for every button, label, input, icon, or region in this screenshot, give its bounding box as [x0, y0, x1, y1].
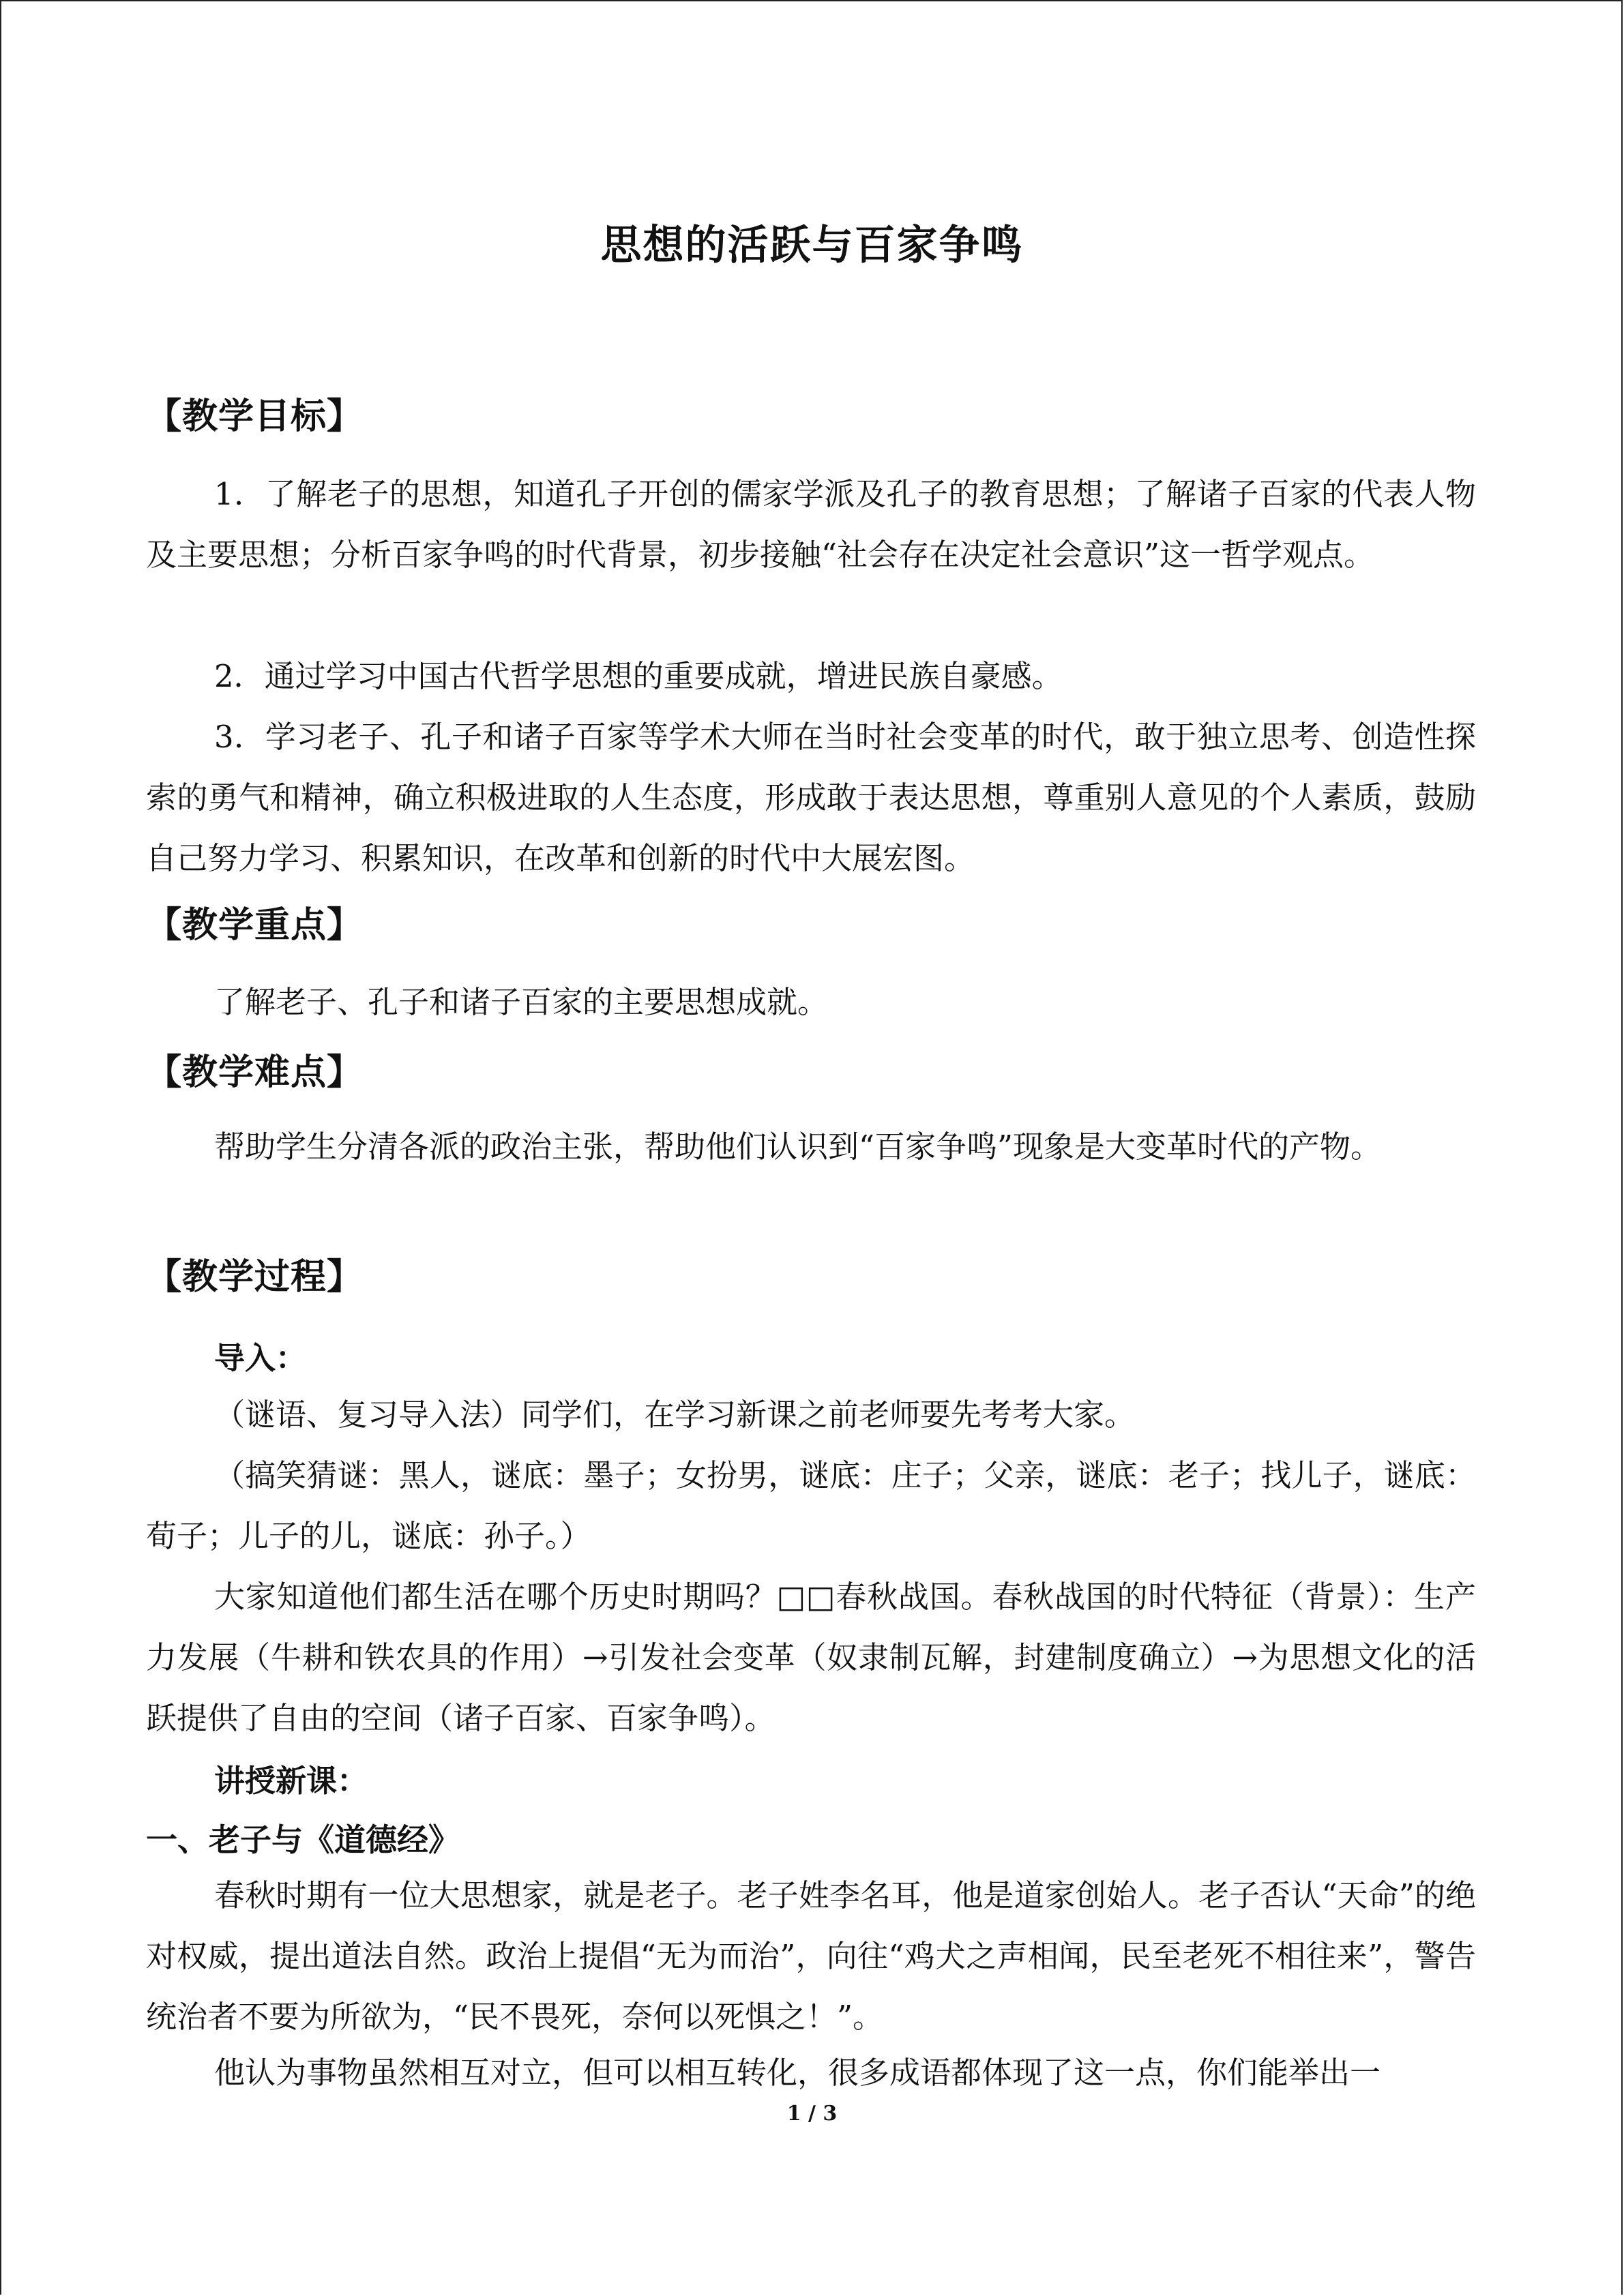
- page-number: 1 / 3: [786, 2102, 838, 2126]
- key-point-text: 了解老子、孔子和诸子百家的主要思想成就。: [214, 984, 829, 1020]
- intro-paragraph-3: 大家知道他们都生活在哪个历史时期吗？□□春秋战国。春秋战国的时代特征（背景）：生产力发展（牛耕和铁农具的作用）→引发社会变革（奴隶制瓦解，封建制度确立）→为思想文化的活跃提供了自由的空间（诸子百家、百家争鸣）。: [146, 1579, 1476, 1736]
- new-lesson-label: 讲授新课：: [214, 1763, 368, 1799]
- section1-title: 一、老子与《道德经》: [146, 1821, 460, 1858]
- objective-1: 1．了解老子的思想，知道孔子开创的儒家学派及孔子的教育思想；了解诸子百家的代表人物及主要思想；分析百家争鸣的时代背景，初步接触“社会存在决定社会意识”这一哲学观点。: [146, 476, 1476, 573]
- section1-paragraph-2: 他认为事物虽然相互对立，但可以相互转化，很多成语都体现了这一点，你们能举出一: [214, 2055, 1381, 2091]
- intro-label: 导入：: [214, 1340, 307, 1376]
- objective-2: 2．通过学习中国古代哲学思想的重要成就，增进民族自豪感。: [214, 658, 1063, 694]
- intro-paragraph-2: （搞笑猜谜：黑人，谜底：墨子；女扮男，谜底：庄子；父亲，谜底：老子；找儿子，谜底：荀子；儿子的儿，谜底：孙子。）: [146, 1457, 1476, 1554]
- intro-paragraph-1: （谜语、复习导入法）同学们，在学习新课之前老师要先考考大家。: [214, 1397, 1136, 1433]
- objective-3: 3．学习老子、孔子和诸子百家等学术大师在当时社会变革的时代，敢于独立思考、创造性探索的勇气和精神，确立积极进取的人生态度，形成敢于表达思想，尊重别人意见的个人素质，鼓励自己努力学习、积累知识，在改革和创新的时代中大展宏图。: [146, 719, 1476, 876]
- section1-paragraph-1: 春秋时期有一位大思想家，就是老子。老子姓李名耳，他是道家创始人。老子否认“天命”的绝对权威，提出道法自然。政治上提倡“无为而治”，向往“鸡犬之声相闻，民至老死不相往来”，警告统治者不要为所欲为，“民不畏死，奈何以死惧之！”。: [146, 1877, 1476, 2035]
- heading-objectives: 【教学目标】: [146, 396, 364, 437]
- heading-process: 【教学过程】: [146, 1257, 364, 1298]
- heading-difficulties: 【教学难点】: [146, 1052, 364, 1093]
- heading-key-points: 【教学重点】: [146, 905, 364, 946]
- page-title: 思想的活跃与百家争鸣: [600, 222, 1024, 269]
- difficulty-text: 帮助学生分清各派的政治主张，帮助他们认识到“百家争鸣”现象是大变革时代的产物。: [214, 1129, 1382, 1165]
